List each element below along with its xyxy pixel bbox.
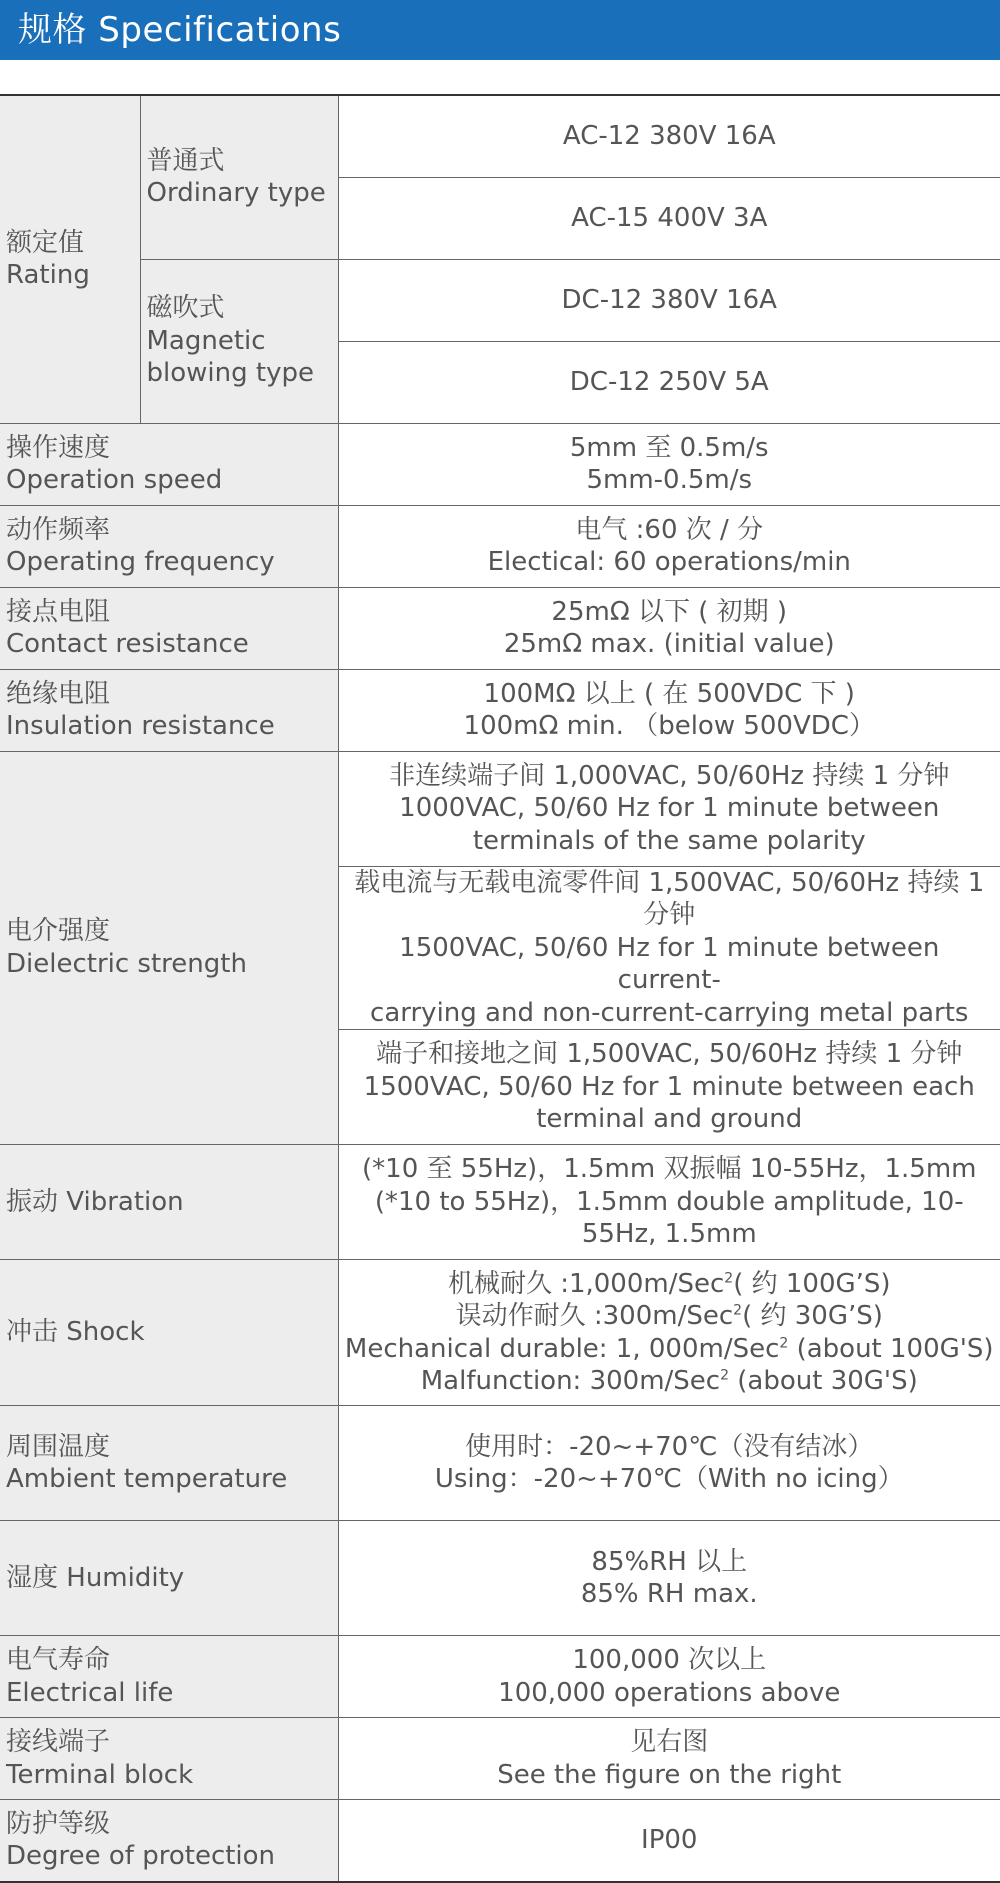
magnetic-type-label: 磁吹式 Magnetic blowing type bbox=[140, 259, 338, 423]
degree-of-protection-value: IP00 bbox=[338, 1800, 1000, 1882]
terminal-block-label: 接线端子 Terminal block bbox=[0, 1718, 338, 1800]
table-row bbox=[0, 751, 1000, 866]
ambient-temperature-label: 周围温度 Ambient temperature bbox=[0, 1406, 338, 1521]
contact-resistance-label: 接点电阻 Contact resistance bbox=[0, 587, 338, 669]
table-row bbox=[0, 587, 1000, 669]
ordinary-value-2: AC-15 400V 3A bbox=[338, 177, 1000, 259]
dielectric-strength-label: 电介强度 Dielectric strength bbox=[0, 751, 338, 1145]
insulation-resistance-value: 100MΩ 以上 ( 在 500VDC 下 ) 100mΩ min. （below 500VDC） bbox=[338, 669, 1000, 751]
dielectric-value-3: 端子和接地之间 1,500VAC, 50/60Hz 持续 1 分钟 1500VAC, 50/60 Hz for 1 minute between each terminal and ground bbox=[338, 1030, 1000, 1145]
operating-frequency-label: 动作频率 Operating frequency bbox=[0, 505, 338, 587]
specifications-table bbox=[0, 94, 1000, 1883]
shock-line: 机械耐久 :1,000m/Sec$^2$( 约 100G’S) bbox=[447, 1268, 891, 1299]
table-row bbox=[0, 423, 1000, 505]
dielectric-value-1: 非连续端子间 1,000VAC, 50/60Hz 持续 1 分钟 1000VAC, 50/60 Hz for 1 minute between terminals of the same polarity bbox=[338, 751, 1000, 866]
insulation-resistance-label: 绝缘电阻 Insulation resistance bbox=[0, 669, 338, 751]
table-row bbox=[0, 505, 1000, 587]
table-row bbox=[0, 1521, 1000, 1636]
table-row bbox=[0, 669, 1000, 751]
table-row bbox=[0, 95, 1000, 177]
table-row bbox=[0, 1718, 1000, 1800]
shock-value bbox=[338, 1260, 1000, 1406]
ordinary-value-1: AC-12 380V 16A bbox=[338, 95, 1000, 177]
shock-line: Malfunction: 300m/Sec$^2$ (about 30G'S) bbox=[420, 1366, 918, 1396]
vibration-label: 振动 Vibration bbox=[0, 1145, 338, 1260]
rating-label: 额定值 Rating bbox=[0, 95, 140, 423]
humidity-label: 湿度 Humidity bbox=[0, 1521, 338, 1636]
operation-speed-value: 5mm 至 0.5m/s 5mm-0.5m/s bbox=[338, 423, 1000, 505]
table-row bbox=[0, 1406, 1000, 1521]
ordinary-type-label: 普通式 Ordinary type bbox=[140, 95, 338, 259]
shock-line: Mechanical durable: 1, 000m/Sec$^2$ (about 100G'S) bbox=[344, 1333, 994, 1364]
table-row bbox=[0, 1260, 1000, 1406]
magnetic-value-1: DC-12 380V 16A bbox=[338, 259, 1000, 341]
vibration-value: (*10 至 55Hz)，1.5mm 双振幅 10-55Hz，1.5mm (*10 to 55Hz)，1.5mm double amplitude, 10- 55Hz, 1.5mm bbox=[338, 1145, 1000, 1260]
dielectric-value-2: 载电流与无载电流零件间 1,500VAC, 50/60Hz 持续 1 分钟 1500VAC, 50/60 Hz for 1 minute between current- carrying and non-current-carrying metal parts bbox=[338, 866, 1000, 1030]
electrical-life-label: 电气寿命 Electrical life bbox=[0, 1636, 338, 1718]
operation-speed-label: 操作速度 Operation speed bbox=[0, 423, 338, 505]
contact-resistance-value: 25mΩ 以下 ( 初期 ) 25mΩ max. (initial value) bbox=[338, 587, 1000, 669]
page-header bbox=[0, 0, 1000, 60]
table-row bbox=[0, 259, 1000, 341]
operating-frequency-value: 电气 :60 次 / 分 Electical: 60 operations/min bbox=[338, 505, 1000, 587]
shock-label: 冲击 Shock bbox=[0, 1260, 338, 1406]
electrical-life-value: 100,000 次以上 100,000 operations above bbox=[338, 1636, 1000, 1718]
shock-line: 误动作耐久 :300m/Sec$^2$( 约 30G’S) bbox=[455, 1301, 883, 1331]
page-title: 规格 Specifications bbox=[18, 10, 342, 50]
terminal-block-value: 见右图 See the figure on the right bbox=[338, 1718, 1000, 1800]
humidity-value: 85%RH 以上 85% RH max. bbox=[338, 1521, 1000, 1636]
table-row bbox=[0, 1145, 1000, 1260]
ambient-temperature-value: 使用时：-20~+70℃（没有结冰） Using：-20~+70℃（With no icing） bbox=[338, 1406, 1000, 1521]
degree-of-protection-label: 防护等级 Degree of protection bbox=[0, 1800, 338, 1882]
table-row bbox=[0, 1636, 1000, 1718]
magnetic-value-2: DC-12 250V 5A bbox=[338, 341, 1000, 423]
table-row bbox=[0, 1800, 1000, 1882]
